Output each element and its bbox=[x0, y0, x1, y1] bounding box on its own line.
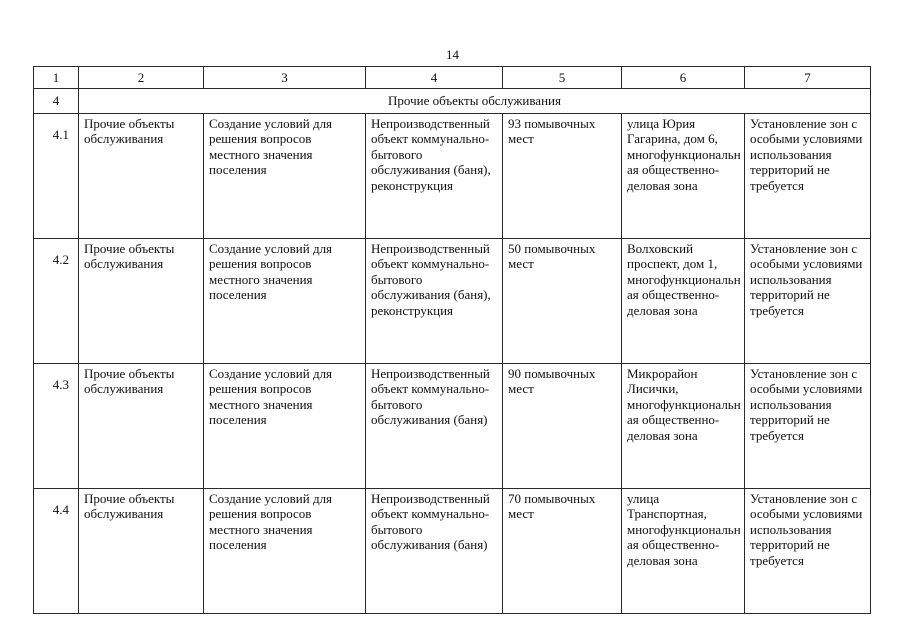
column-number: 4 bbox=[366, 67, 503, 89]
table-row bbox=[34, 114, 871, 239]
object-name-cell: Прочие объекты обслуживания bbox=[79, 239, 204, 364]
table-row bbox=[34, 364, 871, 489]
location-cell: улица Юрия Гагарина, дом 6, многофункциональная общественно-деловая зона bbox=[622, 114, 745, 239]
column-number-row bbox=[34, 67, 871, 89]
column-number: 7 bbox=[745, 67, 871, 89]
purpose-cell: Создание условий для решения вопросов местного значения поселения bbox=[204, 364, 366, 489]
object-name-cell: Прочие объекты обслуживания bbox=[79, 114, 204, 239]
column-number: 1 bbox=[34, 67, 79, 89]
purpose-cell: Создание условий для решения вопросов местного значения поселения bbox=[204, 489, 366, 614]
zones-cell: Установление зон с особыми условиями использования территорий не требуется bbox=[745, 364, 871, 489]
location-cell: Микрорайон Лисички, многофункциональная общественно-деловая зона bbox=[622, 364, 745, 489]
table-row bbox=[34, 239, 871, 364]
page-number: 14 bbox=[446, 47, 459, 62]
object-name-cell: Прочие объекты обслуживания bbox=[79, 489, 204, 614]
row-number: 4.2 bbox=[34, 239, 79, 364]
section-row bbox=[34, 89, 871, 114]
facilities-table bbox=[33, 66, 871, 614]
row-number: 4.1 bbox=[34, 114, 79, 239]
capacity-cell: 90 помывочных мест bbox=[503, 364, 622, 489]
object-type-cell: Непроизводственный объект коммунально-бытового обслуживания (баня) bbox=[366, 489, 503, 614]
section-title: Прочие объекты обслуживания bbox=[79, 89, 871, 114]
purpose-cell: Создание условий для решения вопросов местного значения поселения bbox=[204, 239, 366, 364]
capacity-cell: 93 помывочных мест bbox=[503, 114, 622, 239]
column-number: 3 bbox=[204, 67, 366, 89]
column-number: 5 bbox=[503, 67, 622, 89]
object-type-cell: Непроизводственный объект коммунально-бытового обслуживания (баня) bbox=[366, 364, 503, 489]
location-cell: улица Транспортная, многофункциональная общественно-деловая зона bbox=[622, 489, 745, 614]
zones-cell: Установление зон с особыми условиями использования территорий не требуется bbox=[745, 114, 871, 239]
object-name-cell: Прочие объекты обслуживания bbox=[79, 364, 204, 489]
capacity-cell: 50 помывочных мест bbox=[503, 239, 622, 364]
object-type-cell: Непроизводственный объект коммунально-бытового обслуживания (баня), реконструкция bbox=[366, 239, 503, 364]
object-type-cell: Непроизводственный объект коммунально-бытового обслуживания (баня), реконструкция bbox=[366, 114, 503, 239]
purpose-cell: Создание условий для решения вопросов местного значения поселения bbox=[204, 114, 366, 239]
zones-cell: Установление зон с особыми условиями использования территорий не требуется bbox=[745, 239, 871, 364]
column-number: 2 bbox=[79, 67, 204, 89]
capacity-cell: 70 помывочных мест bbox=[503, 489, 622, 614]
section-number: 4 bbox=[34, 89, 79, 114]
row-number: 4.3 bbox=[34, 364, 79, 489]
column-number: 6 bbox=[622, 67, 745, 89]
zones-cell: Установление зон с особыми условиями использования территорий не требуется bbox=[745, 489, 871, 614]
row-number: 4.4 bbox=[34, 489, 79, 614]
location-cell: Волховский проспект, дом 1, многофункциональная общественно-деловая зона bbox=[622, 239, 745, 364]
table-row bbox=[34, 489, 871, 614]
